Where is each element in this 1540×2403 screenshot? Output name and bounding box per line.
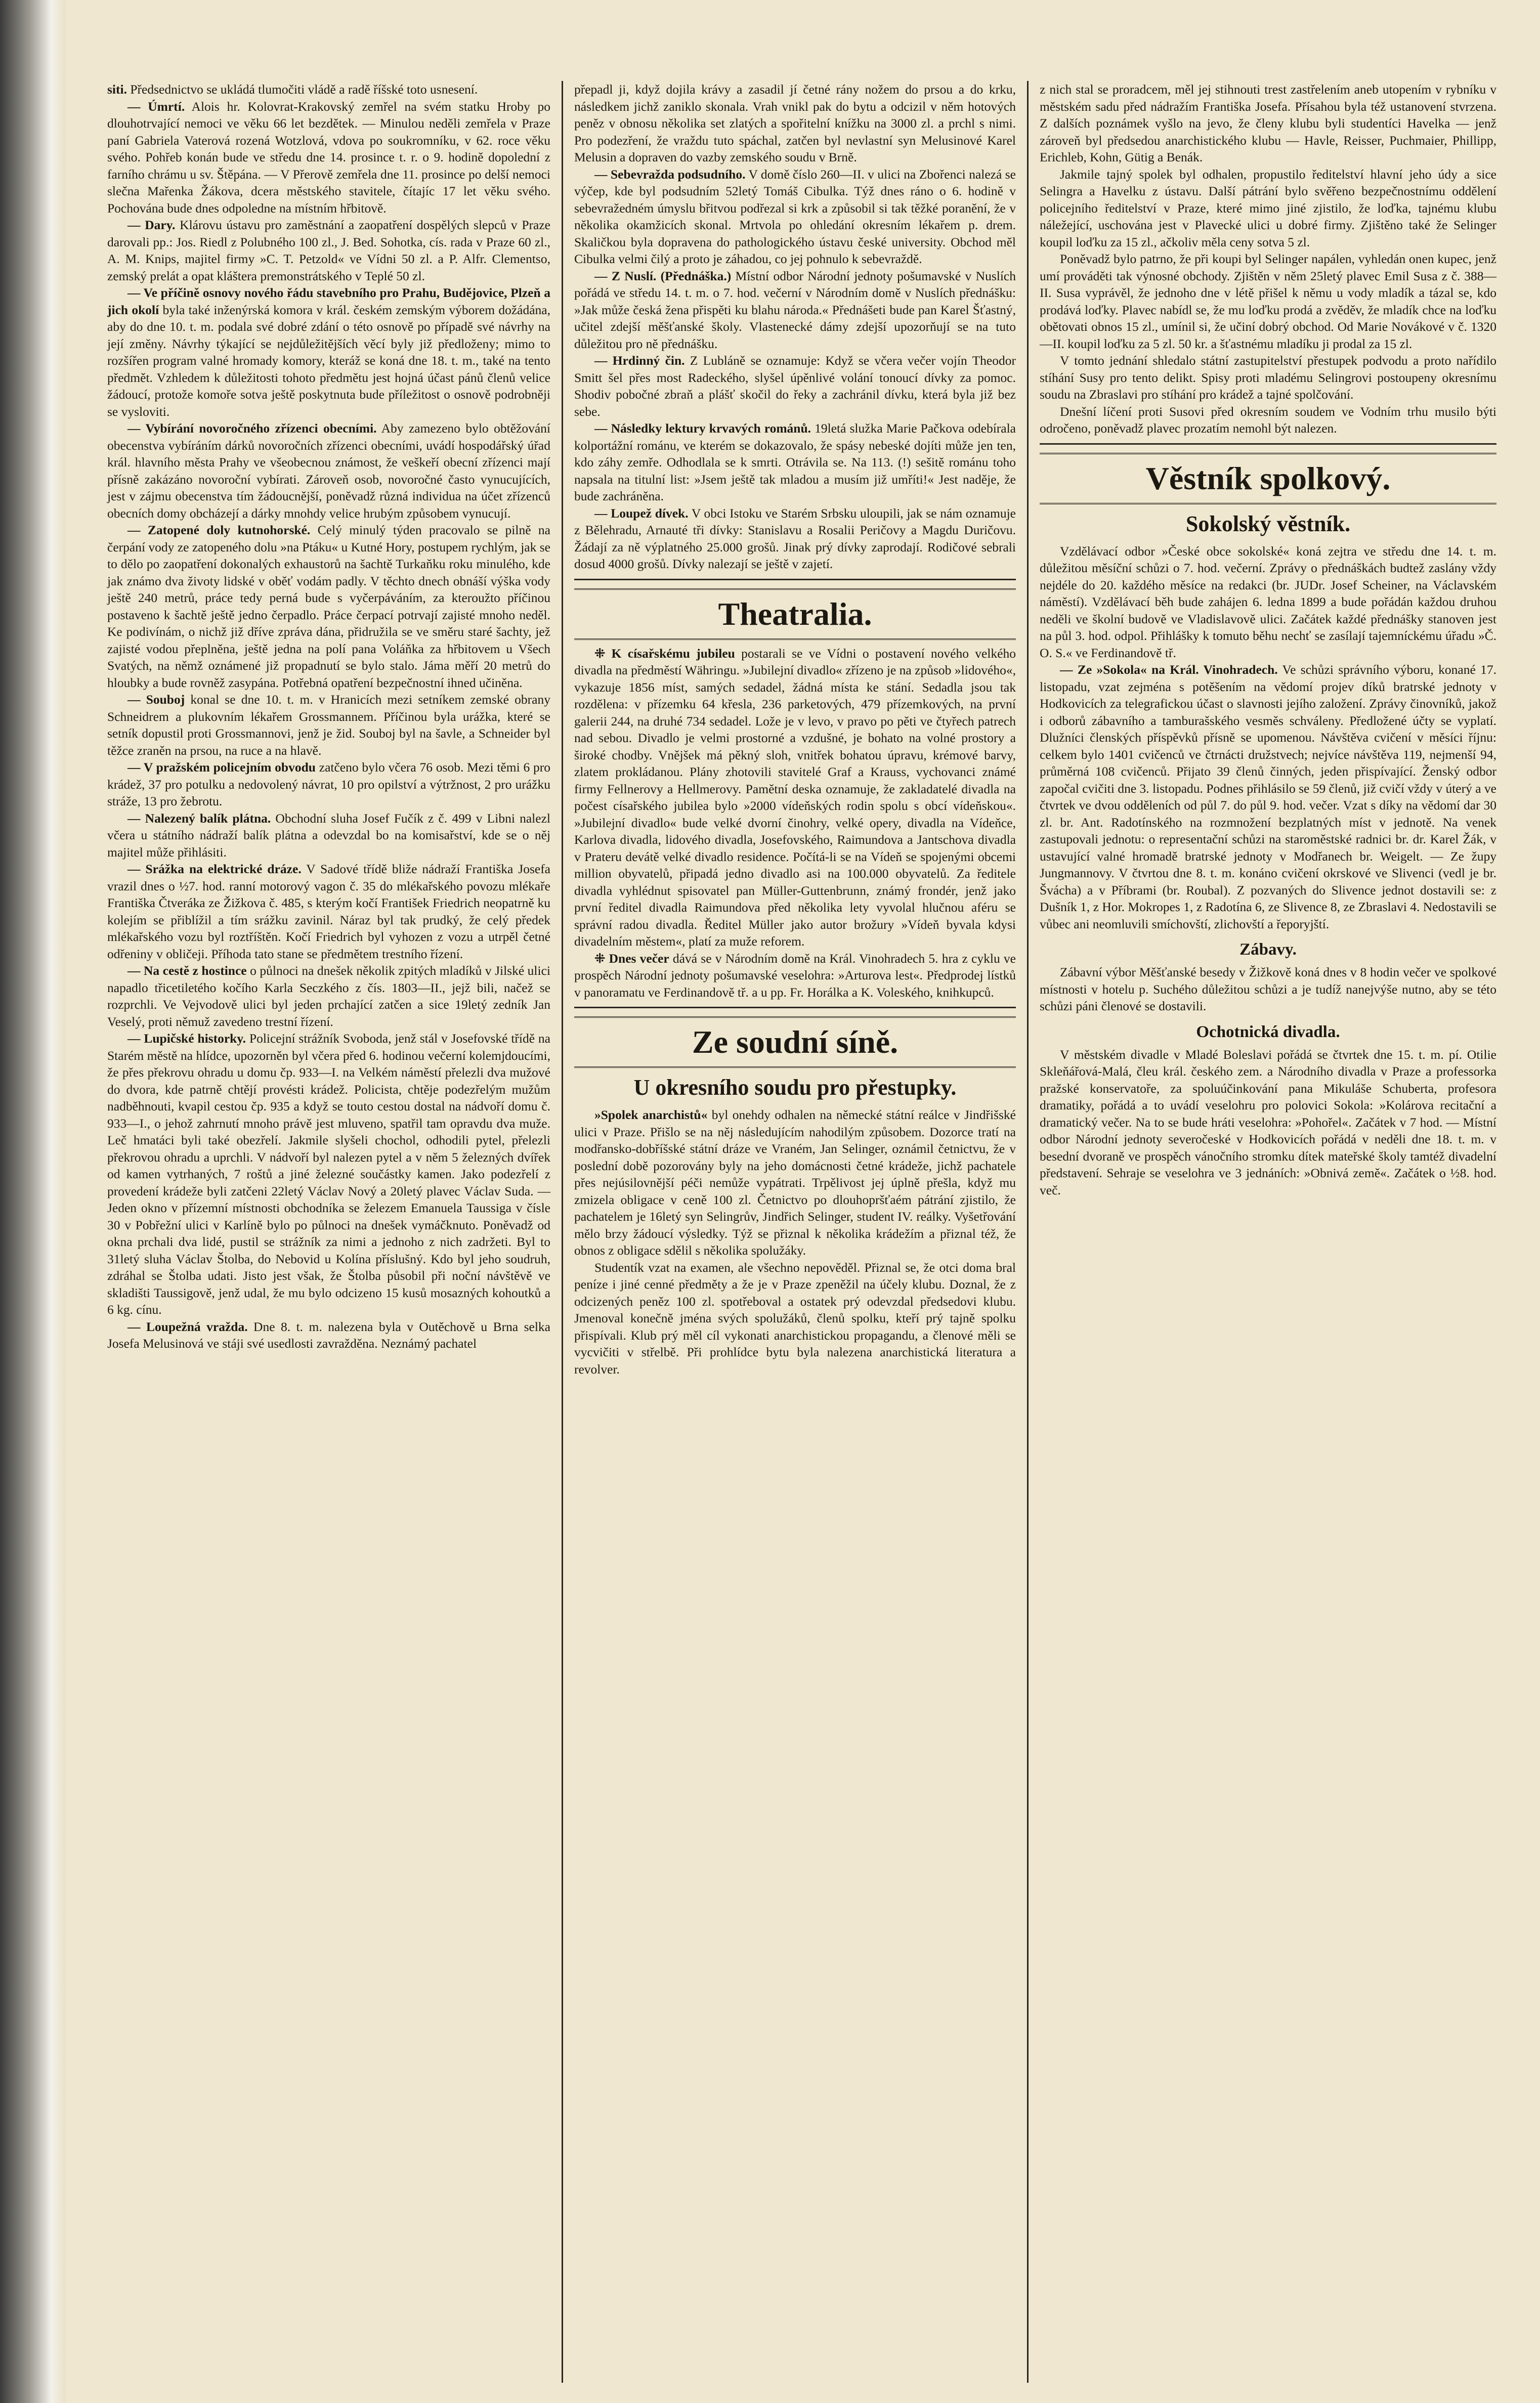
section-minor-heading: Ochotnická divadla. bbox=[1196, 1022, 1340, 1041]
article-paragraph bbox=[107, 284, 550, 420]
article-text: Zábavní výbor Měšťanské besedy v Žižkově koná dnes v 8 hodin večer ve spolkové místnosti v hotelu p. Suchého důležitou schůzi a je tudíž nanejvýše nutno, aby se této schůzi páni členové se dostavili. bbox=[1040, 965, 1496, 1013]
article-paragraph bbox=[1040, 543, 1496, 662]
article-text: o půlnoci na dnešek několik zpitých mladíků v Jilské ulici napadlo třicetiletého kočího Karla Seczkého z čís. 1803—II., jejž bili, načež se rozprchli. Ve Vejvodově ulici byl jeden prchající zatčen a sice 19letý zedník Jan Veselý, proti němuž zavedeno trestní řízení. bbox=[107, 963, 550, 1029]
article-paragraph bbox=[574, 505, 1016, 573]
article-text: konal se dne 10. t. m. v Hranicích mezi setníkem zemské obrany Schneidrem a plukovním lékařem Grossmannem. Příčinou byla urážka, které se setník dopustil proti Grossmannovi, jenž je žid. Souboj byl na šavle, a Schneider byl těžce zraněn na prsou, na ruce a na hlavě. bbox=[107, 692, 550, 758]
article-lead: — Dary. bbox=[127, 218, 176, 232]
article-text: Celý minulý týden pracovalo se pilně na čerpání vody ze zatopeného dolu »na Ptáku« u Kutné Hory, postupem rychlým, jak se to dělo po zaopatření dokonalých exhaustorů na šachtě Turkaňku roku minulého, kde jak známo dva životy lidské v oběť vodám padly. V těchto dnech obnáší výška vody ještě 240 metrů, práce tedy perná bude s vyčerpáváním, za kteroužto příčinou postaveno k šachtě ještě jedno čerpadlo. Práce čerpací potrvají zajisté mnoho neděl. Ke podivínám, o nichž již dříve zpráva dána, přidružila se ve směru staré šachty, jež zajisté vodou přeplněna, ještě jedna na polí pana Voláňka za hřbitovem u Všech Svatých, na němž oznámené již propadnutí se bylo stalo. Jáma měří 20 metrů do hloubky a bude rovněž zasypána. Potřebná opatření bezpečnostní ihned učiněna. bbox=[107, 523, 550, 690]
article-text: Alois hr. Kolovrat-Krakovský zemřel na svém statku Hroby po dlouhotrvající nemoci ve věku 66 let bezdětek. — Minulou neděli zemřela v Praze paní Gabriela Vaterová rozená Wotzlová, vdova po soukromníku, v 62. roce věku svého. Pohřeb konán bude ve středu dne 14. prosince t. r. o 9. hodině dopolední z farního chrámu u sv. Štěpána. — V Přerově zemřela dne 11. prosince po delší nemoci slečna Mařenka Žákova, dcera městského stavitele, čítajíc 17 let věku svého. Pochována bude dnes odpoledne na místním hřbitově. bbox=[107, 99, 550, 216]
article-paragraph bbox=[574, 268, 1016, 353]
article-text: Aby zamezeno bylo obtěžování obecenstva vybíráním dárků novoročních zřízenci obecními, uvádí hospodářský úřad král. hlavního města Prahy ve všeobecnou známost, že veškeří obecní zřízenci mají přísně zakázáno novoroční vybírati. Zároveň osob, novoročné často vynucujících, jest v zájmu obecenstva tím žádoucnější, poněvadž různá individua na účet zřízenců obecních domy obcházejí a dárky mnohdy velice hrubým způsobem vynucují. bbox=[107, 421, 550, 521]
section-heading: Věstník spolkový. bbox=[1040, 453, 1496, 504]
article-paragraph bbox=[107, 759, 550, 810]
article-text: V Sadové třídě bliže nádraží Františka Josefa vrazil dnes o ½7. hod. ranní motorový vagon č. 35 do mlékařského povozu mlékaře Františka Čtveráka ze Žižkova č. 485, s kterým kočí František Friedrich neopatrně ku kolejím se přiblížil a tím srážku zavinil. Náraz byl tak prudký, že celý předek mlékařského vozu byl roztříštěn. Kočí Friedrich byl vyhozen z vozu a utrpěl četné odřeniny v obličeji. Příhoda tato stane se předmětem trestního řízení. bbox=[107, 862, 550, 961]
article-paragraph bbox=[1040, 661, 1496, 932]
article-text: přepadl ji, když dojila krávy a zasadil jí četné rány nožem do prsou a do krku, následkem jichž zaniklo skonala. Vrah vnikl pak do bytu a odcizil v něm hotových peněz v obnosu několika set zlatých a spořitelní knížku na 3000 zl. a prchl s nimi. Pro podezření, že vraždu tuto spáchal, zatčen byl nevlastní syn Melusinové Karel Melusin a dopraven do vazby zemského soudu v Brně. bbox=[574, 82, 1016, 164]
article-lead: siti. bbox=[107, 82, 127, 97]
article-paragraph bbox=[107, 522, 550, 691]
article-text: V domě číslo 260—II. v ulici na Zbořenci nalezá se výčep, kde byl podsudním 52letý Tomáš Cibulka. Týž dnes ráno o 6. hodině v sebevražedném úmyslu břitvou podřezal si krk a způsobil si tak těžké poranění, že v několika okamžicích skonal. Mrtvola po ohledání okresním lékařem p. drem. Skaličkou byla dopravena do pathologického ústavu české university. Obchod měl Cibulka velmi čilý a proto je záhadou, co jej pohnulo k sebevraždě. bbox=[574, 166, 1016, 266]
article-paragraph bbox=[107, 691, 550, 759]
article-paragraph bbox=[107, 217, 550, 284]
article-text: Obchodní sluha Josef Fučík z č. 499 v Libni nalezl včera u státního nádraží balík plátna a odevzdal bo na komisařství, kde se o něj majitel může přihlásiti. bbox=[107, 810, 550, 860]
article-paragraph bbox=[574, 1259, 1016, 1378]
binding-edge bbox=[0, 0, 66, 2403]
article-paragraph bbox=[574, 1106, 1016, 1259]
article-text: V městském divadle v Mladé Boleslavi pořádá se čtvrtek dne 15. t. m. pí. Otilie Skleňářová-Malá, čleu král. českého zem. a Národního divadla v Praze a professorka pražské konservatoře, za spoluúčinkování pana Mikuláše Schuberta, profesora dramatiky, pořádá a to uvádí veselohru pro polovici Sokola: »Kolárova recitační a dramatický večer. Na to se bude hráti veselohra: »Pohořel«. Začátek v 7 hod. — Místní odbor Národní jednoty severočeské v Hodkovicích pořádá v neděli dne 18. t. m. v besední dvoraně ve prospěch vánočního stromku dítek mateřské školy tamtéž divadelní představení. Sehraje se veselohra ve 3 jednáních: »Obnivá země«. Začátek o ½8. hod. več. bbox=[1040, 1047, 1496, 1197]
article-lead: ⁜ Dnes večer bbox=[594, 951, 669, 966]
article-paragraph bbox=[574, 645, 1016, 950]
article-lead: — Z Nuslí. (Přednáška.) bbox=[594, 268, 732, 283]
article-lead: — Loupež dívek. bbox=[594, 505, 689, 521]
article-paragraph bbox=[574, 420, 1016, 505]
article-text: zatčeno bylo včera 76 osob. Mezi těmi 6 pro krádež, 37 pro potulku a nedovolený návrat, 10 pro opilství a výtržnost, 2 pro urážku stráže, 13 pro žebrotu. bbox=[107, 760, 550, 808]
article-text: byla také inženýrská komora v král. českém zemským výborem dožádána, aby do dne 10. t. m. podala své dobré zdání o této osnově po případě své návrhy na její změny. Návrhy týkající se nejdůležitějších věcí byly již předloženy; mimo to rozšířen program valné hromady komory, kteráž se koná dne 18. t. m., také na tento předmět. Vzhledem k důležitosti tohoto předmětu jest hojná účast pánů členů velice žádoucí, protože komoře sotva ještě poskytnuta bude příležitost o osnově podrobněji se vysloviti. bbox=[107, 302, 550, 419]
article-lead: — Vybírání novoročného zřízenci obecními. bbox=[127, 421, 377, 436]
article-lead: — Ve příčině osnovy nového řádu stavebního pro Prahu, Budějovice, Plzeň a jich okolí bbox=[107, 285, 550, 317]
article-paragraph bbox=[574, 352, 1016, 420]
article-lead: — Ze »Sokola« na Král. Vinohradech. bbox=[1060, 662, 1278, 677]
article-text: Předsednictvo se ukládá tlumočiti vládě a radě říšské toto usnesení. bbox=[126, 82, 478, 97]
section-heading: Theatralia. bbox=[574, 588, 1016, 640]
section-subheading: Sokolský věstník. bbox=[1185, 511, 1351, 536]
article-paragraph bbox=[1040, 403, 1496, 437]
article-text: z nich stal se proradcem, měl jej stihnouti trest zastřelením aneb utopením v rybníku v městském sadu před nádražím Františka Josefa. Přísahou byla též ustanovení stvrzena. Z dalších poznámek vyšlo na jevo, že členy klubu byli studentíci Havelka — jenž zároveň byl předsedou anarchistického klubu — Havle, Reisser, Puchmaier, Phillipp, Erichleb, Kohn, Gütig a Benák. bbox=[1040, 82, 1496, 164]
article-paragraph bbox=[107, 98, 550, 217]
article-paragraph bbox=[1040, 1046, 1496, 1199]
article-text: Klárovu ústavu pro zaměstnání a zaopatření dospělých slepců v Praze darovali pp.: Jos. Riedl z Polubného 100 zl., J. Bed. Sohotka, cís. rada v Praze 60 zl., A. M. Knips, majitel firmy »C. T. Petzold« ve Vídni 50 zl. a P. Alfr. Clementso, zemský prelát a opat kláštera premonstrátského v Teplé 50 zl. bbox=[107, 218, 550, 283]
article-lead: — Hrdinný čin. bbox=[594, 353, 685, 368]
article-text: Studentík vzat na examen, ale všechno nepověděl. Přiznal se, že otci doma bral peníze i jiné cenné předměty a že je v Praze zpeněžil na účely klubu. Doznal, že z odcizených peněz 100 zl. spotřeboval a ostatek prý odevzdal předsedovi klubu. Jmenoval konečně jména svých spolužáků, členů spolku, kteří prý tajně spolku přispívali. Klub prý měl cíl vykonati anarchistickou propagandu, a členové měli se vycvičiti v střelbě. Při prohlídce bytu byla nalezena anarchistická literatura a revolver. bbox=[574, 1260, 1016, 1377]
article-paragraph bbox=[107, 81, 550, 98]
section-minor-heading: Zábavy. bbox=[1239, 940, 1297, 959]
article-text: 19letá služka Marie Pačkova odebírala kolportážní románu, ve kterém se dokazovalo, že spásy nebeské dojíti může jen ten, kdo záhy zemře. Odhodlala se k smrti. Otrávila se. Na 113. (!) sešitě románu toho napsala na titulní list: »Jsem ještě tak mladou a musím již umříti!« Jest naděje, že bude zachráněna. bbox=[574, 421, 1016, 503]
article-text: postarali se ve Vídni o postavení nového velkého divadla na předměstí Währingu. »Jubilejní divadlo« zřízeno je na způsob »lidového«, vykazuje 1856 míst, samých sedadel, žádná místa ke stání. Sedadla jsou tak rozdělena: v přízemku 64 křesla, 236 parketových, 479 přízemkových, na první galerii 244, na druhé 734 sedadel. Lože je v levo, v pravo po pěti ve čtyřech patrech nad sebou. Divadlo je velmi prostorné a vzdušné, je bohato na volné prostory a široké chodby. Vnějšek má pěkný sloh, vnitřek bohatou úpravu, krémové barvy, zlatem prokládanou. Plány zhotovili stavitelé Graf a Krauss, vychovanci známé firmy Fellnerovy a Hellmerovy. Pamětní deska oznamuje, že zakladatelé divadla na počest císařského jubilea bylo »2000 vídeňských rodin spolu s obcí vídeňskou«. »Jubilejní divadlo« bude velké dvorní činohry, velké opery, divadla na Vídeňce, Karlova divadla, lidového divadla, Josefovského, Raimundova a Jantschova divadla v Prateru devátě velké divadlo residence. Počítá-li se na Vídeň se spojenými obcemi million obyvatelů, připadá jedno divadlo asi na 100.000 obyvatelů. Za ředitele divadla vyhlédnut spisovatel pan Müller-Guttenbrunn, známý frondér, jenž jako první ředitel divadla Raimundova před několika lety vyvolal hlučnou aféru se správní radou divadla. Ředitel Müller jako autor brožury »Vídeň byvala kdysi divadelním městem«, platí za muže reforem. bbox=[574, 646, 1016, 949]
article-paragraph bbox=[1040, 166, 1496, 251]
columns bbox=[96, 81, 1515, 2383]
article-text: Dnešní líčení proti Susovi před okresním soudem ve Vodním trhu musilo býti odročeno, poněvadž plavec prozatím nemohl být nalezen. bbox=[1040, 404, 1496, 436]
article-lead: — V pražském policejním obvodu bbox=[127, 760, 316, 775]
section-subheading: U okresního soudu pro přestupky. bbox=[633, 1075, 957, 1100]
article-text: V obci Istoku ve Starém Srbsku uloupili, jak se nám oznamuje z Bělehradu, Arnauté tři dívky: Stanislavu a Rosalii Peričovy a Magdu Duričovu. Žádají za ně výplatného 25.000 grošů. Jinak prý dívky zaprodají. Rodičové sebrali dosud 4000 grošů. Dívky nalezají se ještě v zajetí. bbox=[574, 505, 1016, 571]
article-paragraph bbox=[1040, 352, 1496, 403]
article-lead: — Souboj bbox=[127, 692, 185, 707]
article-paragraph bbox=[107, 861, 550, 962]
column-2 bbox=[562, 81, 1027, 2383]
article-paragraph bbox=[574, 81, 1016, 166]
article-text: Vzdělávací odbor »České obce sokolské« koná zejtra ve středu dne 14. t. m. důležitou měsíční schůzi o 7. hod. večerní. Zprávy o přednáškách budtež zaslány vždy nejdéle do 20. každého měsíce na redakci (br. JUDr. Josef Scheiner, na Václavském náměstí). Vzdělávací běh bude zahájen 6. ledna 1899 a bude pořádán každou druhou neděli ve školní budově ve Vladislavově ulici. Začátek každé přednášky stanoven jest na půl 3. hod. odpol. Přihlášky k tomuto běhu nechť se zasílají tajemníckému úřadu »Č. O. S.« ve Ferdinandově tř. bbox=[1040, 543, 1496, 660]
article-paragraph bbox=[107, 810, 550, 861]
article-lead: — Následky lektury krvavých románů. bbox=[594, 421, 811, 436]
article-paragraph bbox=[107, 1030, 550, 1318]
article-text: V tomto jednání shledalo státní zastupitelství přestupek podvodu a proto nařídilo stíhání Susy pro tento delikt. Spisy proti mladému Selingrovi postoupeny okresnímu soudu na Zbraslavi pro stíhání pro krádež a tajné spolčování. bbox=[1040, 353, 1496, 402]
article-text: Jakmile tajný spolek byl odhalen, propustilo ředitelství hlavní jeho údy a sice Selingra a Havelku z ústavu. Další pátrání bylo svěřeno bezpečnostnímu oddělení policejního ředitelství v Praze, které mimo jiné zjistilo, že loďka, tajnému klubu náležející, uschována jest v Plavecké ulici u dobré firmy. Zjištěno také že Selinger koupil loďku za 15 zl., ačkoliv měla ceny sotva 5 zl. bbox=[1040, 166, 1496, 249]
article-paragraph bbox=[1040, 964, 1496, 1015]
column-3 bbox=[1027, 81, 1508, 2383]
article-paragraph bbox=[107, 1318, 550, 1352]
article-paragraph bbox=[1040, 250, 1496, 352]
column-1 bbox=[96, 81, 562, 2383]
section-heading: Ze soudní síně. bbox=[574, 1016, 1016, 1068]
article-text: Dne 8. t. m. nalezena byla v Outěchově u Brna selka Josefa Melusinová ve stáji své usedlosti zavražděna. Neznámý pachatel bbox=[107, 1319, 550, 1351]
article-lead: — Loupežná vražda. bbox=[127, 1319, 248, 1334]
article-paragraph bbox=[574, 950, 1016, 1001]
article-lead: — Lupičské historky. bbox=[127, 1031, 246, 1046]
article-paragraph bbox=[1040, 81, 1496, 166]
article-lead: — Sebevražda podsudního. bbox=[594, 166, 746, 182]
article-text: Poněvadž bylo patrno, že při koupi byl Selinger napálen, vyhledán onen kupec, jenž umí prováděti tak výnosné obchody. Zjištěn v něm 25letý plavec Emil Susa z č. 388—II. Susa vyprávěl, že jednoho dne v létě přišel k němu u vody mladík a tázal se, kdo prodává loďky. Plavec nabídl se, že mu loďku prodá a zvěděv, že mladík chce na loďku obětovati obnos 15 zl., umínil si, že učiní dobrý obchod. Od Marie Novákové v č. 1320—II. koupil loďku za 5 zl. 50 kr. a šťastnému mladíku ji prodal za 15 zl. bbox=[1040, 251, 1496, 351]
article-lead: — Srážka na elektrické dráze. bbox=[127, 862, 302, 876]
article-text: Policejní strážník Svoboda, jenž stál v Josefovské třídě na Starém městě na hlídce, upozorněn byl včera před 6. hodinou večerní kolemjdoucími, že přes překrovu ohradu u domu čp. 933—I. na Velkém náměstí přelezli dva mužové do dvora, kde patrně chtějí provésti krádež. Policista, chtěje podezřelým mužům nadběhnouti, kvapil cestou čp. 935 a když se touto cestou dostal na nádvoří domu č. 933—I., o jehož zahrnutí mnoho právě jest mluveno, spatřil tam opravdu dva muže. Leč hmatáci byli také obezřelí. Jakmile slyšeli chochol, odhodili pytel, přelezli překrovou ohradu a uprchli. V nádvoří byl nalezen pytel a v něm 5 železných dvířek od kamen vytrhaných, 7 roštů a jiné železné součástky kamen. Jako podezřelí z provedení krádeže byli zatčeni 22letý Václav Nový a 20letý plavec Václav Suda. — Jeden okno v přízemní místnosti obchodníka se železem Emanuela Taussiga v čísle 30 v Pobřežní ulici v Karlíně bylo po půlnoci na dnešek vymáčknuto. Poněvadž od okna prchali dva lidé, pustil se strážník za nimi a jednoho z nich zadržeti. Byl to 31letý sluha Václav Štolba, do Nebovid u Kolína příslušný. Kdo byl jeho soudruh, zdráhal se Štolba udati. Jisto jest však, že Štolba působil při noční návštěvě ve skladišti Taussigově, jenž udal, že mu bylo odcizeno 15 kusů mosazných kohoutků a 6 kg. cínu. bbox=[107, 1031, 550, 1317]
article-lead: — Úmrtí. bbox=[127, 99, 185, 114]
article-lead: — Zatopené doly kutnohorské. bbox=[127, 523, 311, 537]
article-text: Místní odbor Národní jednoty pošumavské v Nuslích pořádá ve středu 14. t. m. o 7. hod. večerní v Národním domě v Nuslích přednášku: »Jak může česká žena přispěti ku blahu národa.« Přednášeti bude pan Karel Šťastný, učitel zdejší měšťanské školy. Vlastenecké dámy zdejší upozorňují se na tuto důležitou pro ně přednášku. bbox=[574, 268, 1016, 351]
article-paragraph bbox=[107, 420, 550, 522]
article-text: Ve schůzi správního výboru, konané 17. listopadu, vzat zejména s potěšením na vědomí projev díků bratrské jednoty v Hodkovicích za telegrafickou účast o slavnosti jejího založení. Zprávy činovníků, jakož i odborů zábavního a tamburašského vesměs schváleny. Předložené účty se vyplatí. Dlužníci členských příspěvků přísně se upomenou. Návštěva cvičení v měsíci říjnu: celkem bylo 1401 cvičenců ve čtrnácti družstvech; nejvíce návštěva 119, nejmenší 94, průměrná 108 cvičenců. Přijato 39 členů činných, jeden přispívající. Ženský odbor započal cvičiti dne 3. listopadu. Podnes přihlásilo se 59 členů, již cvičí vždy v úterý a ve čtvrtek ve dvou odděleních od půl 7. do půl 9. hod. večer. Vzat s díky na vědomí dar 30 zl. br. Ant. Radotínského na rozmnožení bezplatných míst v jednotě. Na venek zastupovali jednotu: o representační schůzi na staroměstské radnici br. dr. Karel Žák, v ustavující valné hromadě bratrské jednoty v Modřanech br. Weigelt. — Ze župy Jungmannovy. V čtvrtou dne 8. t. m. konáno cvičení okrskové ve Slivenci (vedl je br. Švácha) a v Příbrami (br. Roubal). Z pozvaných do Slivence jednot dostavili se: z Dušník 1, z Hor. Mokropes 1, z Radotína 6, ze Slivence 8, ze Zbraslavi 4. Nedostavili se vůbec ani neomluvili smíchovští, zlichovští a řeporyjští. bbox=[1040, 662, 1496, 931]
article-text: dává se v Národním domě na Král. Vinohradech 5. hra z cyklu ve prospěch Národní jednoty pošumavské veselohra: »Arturova lest«. Předprodej lístků v panoramatu ve Ferdinandově tř. a u pp. Fr. Horálka a K. Voleského, knihkupců. bbox=[574, 951, 1016, 1000]
article-lead: ⁜ K císařskému jubileu bbox=[594, 646, 735, 661]
article-lead: »Spolek anarchistů« bbox=[594, 1107, 708, 1122]
article-lead: — Nalezený balík plátna. bbox=[127, 810, 271, 826]
article-lead: — Na cestě z hostince bbox=[127, 963, 247, 978]
article-text: Z Lubláně se oznamuje: Když se včera večer vojín Theodor Smitt šel přes most Radeckého, slyšel úpěnlivé volání tonoucí dívky za pomoc. Shodiv pobočné zbraň a plášť skočil do řeky a zachránil dívku, která byla již bez sebe. bbox=[574, 353, 1016, 419]
article-text: byl onehdy odhalen na německé státní reálce v Jindřišské ulici v Praze. Přišlo se na něj následujícím nahodilým způsobem. Dozorce tratí na modřansko-dobříšské státní dráze ve Vraném, Jan Selinger, oznámil četnictvu, že v poslední době pozorovány byly na jeho domácnosti četné krádeže, jichž pachatele přes nejúsilovnější péči nemůže vypátrati. Trpělivost jej úplně přešla, když mu zmizela obligace v ceně 100 zl. Četnictvo po dlouhopršťaém pátrání zjistilo, že pachatelem je 16letý syn Selingrův, Jindřich Selinger, student IV. reálky. Vyšetřování mělo brzy žádoucí výsledky. Týž se přiznal k několika krádežím a přiznal též, že obnos z obligace sdělil s několika spolužáky. bbox=[574, 1107, 1016, 1258]
article-paragraph bbox=[574, 166, 1016, 268]
article-paragraph bbox=[107, 962, 550, 1030]
